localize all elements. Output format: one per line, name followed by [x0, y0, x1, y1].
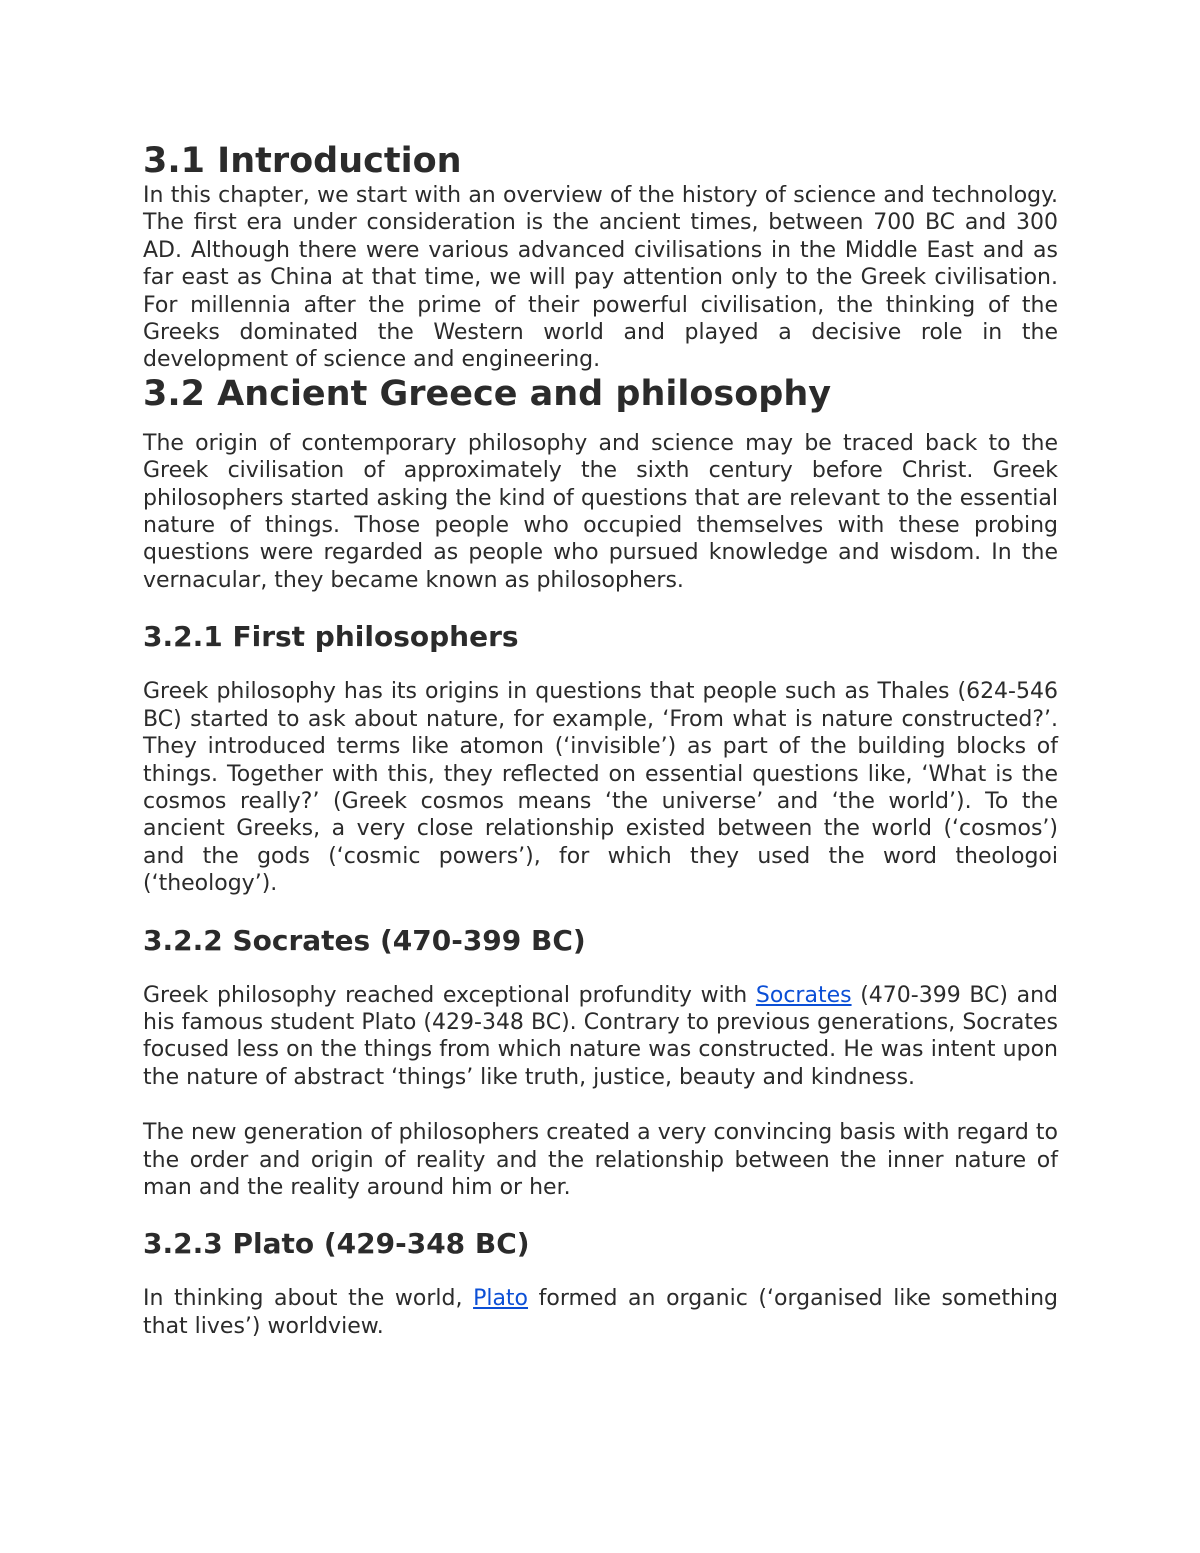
plato-link[interactable]: Plato — [473, 1286, 529, 1312]
plato-paragraph — [143, 1285, 1058, 1340]
socrates-paragraph — [143, 982, 1058, 1092]
introduction-paragraph: In this chapter, we start with an overview of the history of science and technology. The first era under consideration is the ancient times, between 700 BC and 300 AD. Although there were various advanced civilisations in the Middle East and as far east as China at that time, we will pay attention only to the Greek civilisation. For millennia after the prime of their powerful civilisation, the thinking of the Greeks dominated the Western world and played a decisive role in the development of science and engineering. — [143, 183, 1058, 373]
plato-text-before: In thinking about the world, — [143, 1286, 474, 1312]
section-heading-socrates: 3.2.2 Socrates (470-399 BC) — [143, 923, 586, 957]
section-heading-first-philosophers: 3.2.1 First philosophers — [143, 620, 519, 654]
plato-text-after: formed an organic (‘organised like something that lives’) worldview. — [143, 1286, 1059, 1339]
socrates-text-after: (470-399 BC) and his famous student Plato (429-348 BC). Contrary to previous generations, Socrates focused less on the things from which nature was constructed. He was intent upon the nature of abstract ‘things’ like truth, justice, beauty and kindness. — [143, 982, 1058, 1090]
document-page — [143, 140, 1058, 1340]
new-generation-paragraph: The new generation of philosophers created a very convincing basis with regard to the order and origin of reality and the relationship between the inner nature of man and the reality around him or her. — [143, 1120, 1058, 1200]
section-heading-plato: 3.2.3 Plato (429-348 BC) — [143, 1227, 530, 1261]
ancient-greece-paragraph: The origin of contemporary philosophy and science may be traced back to the Greek civilisation of approximately the sixth century before Christ. Greek philosophers started asking the kind of questions that are relevant to the essential nature of things. Those people who occupied themselves with these probing questions were regarded as people who pursued knowledge and wisdom. In the vernacular, they became known as philosophers. — [143, 430, 1058, 593]
section-heading-introduction: 3.1 Introduction — [143, 141, 462, 181]
socrates-link[interactable]: Socrates — [755, 982, 852, 1008]
socrates-text-before: Greek philosophy reached exceptional profundity with — [143, 982, 756, 1008]
first-philosophers-paragraph: Greek philosophy has its origins in questions that people such as Thales (624-546 BC) started to ask about nature, for example, ‘From what is nature constructed?’. They introduced terms like atomon (‘invisible’) as part of the building blocks of things. Together with this, they reflected on essential questions like, ‘What is the cosmos really?’ (Greek cosmos means ‘the universe’ and ‘the world’). To the ancient Greeks, a very close relationship existed between the world (‘cosmos’) and the gods (‘cosmic powers’), for which they used the word theologoi (‘theology’). — [143, 679, 1058, 897]
section-heading-ancient-greece: 3.2 Ancient Greece and philosophy — [143, 373, 832, 414]
